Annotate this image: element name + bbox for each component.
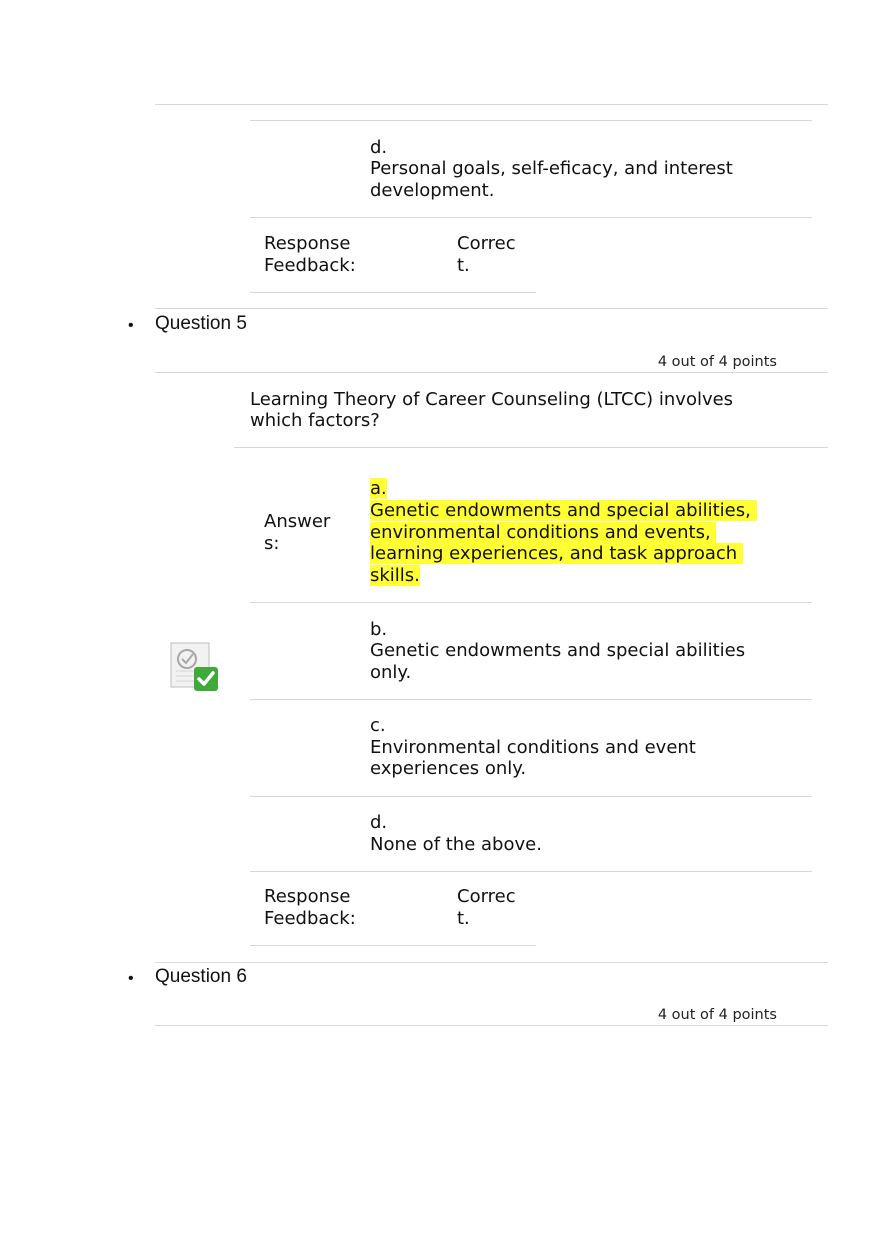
divider: [250, 945, 536, 946]
option-text: learning experiences, and task approach: [370, 543, 738, 564]
divider: [250, 871, 812, 872]
option-letter: a.: [370, 478, 387, 499]
option-text: skills.: [370, 565, 420, 586]
prev-option-d-text: Personal goals, self-eﬁcacy, and interest: [370, 158, 733, 179]
divider: [155, 962, 828, 963]
question-5-prompt: Learning Theory of Career Counseling (LTCC) involves: [250, 389, 734, 410]
question-bullet: •: [128, 970, 134, 987]
option-text: None of the above.: [370, 834, 542, 855]
divider: [250, 217, 812, 218]
response-feedback-label: Response: [264, 886, 351, 907]
option-letter: b.: [370, 619, 388, 640]
divider: [250, 796, 812, 797]
correct-checkmark-icon: [168, 641, 220, 693]
question-5-title: Question 5: [155, 313, 247, 334]
correct-checkmark-icon: [168, 641, 220, 693]
question-6-points: 4 out of 4 points: [657, 1007, 777, 1023]
option-text: environmental conditions and events,: [370, 522, 711, 543]
response-feedback-value: Correc: [457, 886, 516, 907]
prev-option-d-text: development.: [370, 180, 495, 201]
divider: [155, 1025, 828, 1026]
option-text: only.: [370, 662, 412, 683]
option-letter: c.: [370, 715, 386, 736]
question-6-title: Question 6: [155, 966, 247, 987]
question-bullet: •: [128, 317, 134, 334]
option-letter: d.: [370, 812, 388, 833]
response-feedback-value: Correc: [457, 233, 516, 254]
question-5-prompt: which factors?: [250, 410, 380, 431]
response-feedback-label: Response: [264, 233, 351, 254]
option-text: experiences only.: [370, 758, 527, 779]
divider: [250, 120, 812, 121]
option-text: Genetic endowments and special abilities: [370, 640, 746, 661]
divider: [250, 699, 812, 700]
response-feedback-label: Feedback:: [264, 908, 356, 929]
response-feedback-value: t.: [457, 255, 470, 276]
option-text: Environmental conditions and event: [370, 737, 696, 758]
divider: [250, 602, 812, 603]
response-feedback-value: t.: [457, 908, 470, 929]
response-feedback-label: Feedback:: [264, 255, 356, 276]
answers-label: Answer: [264, 511, 331, 532]
prev-option-d-letter: d.: [370, 137, 388, 158]
option-text: Genetic endowments and special abilities,: [370, 500, 751, 521]
answers-label: s:: [264, 533, 280, 554]
divider: [234, 447, 828, 448]
divider: [155, 372, 828, 373]
question-5-points: 4 out of 4 points: [657, 354, 777, 370]
divider: [155, 308, 828, 309]
divider: [155, 104, 828, 105]
divider: [250, 292, 536, 293]
